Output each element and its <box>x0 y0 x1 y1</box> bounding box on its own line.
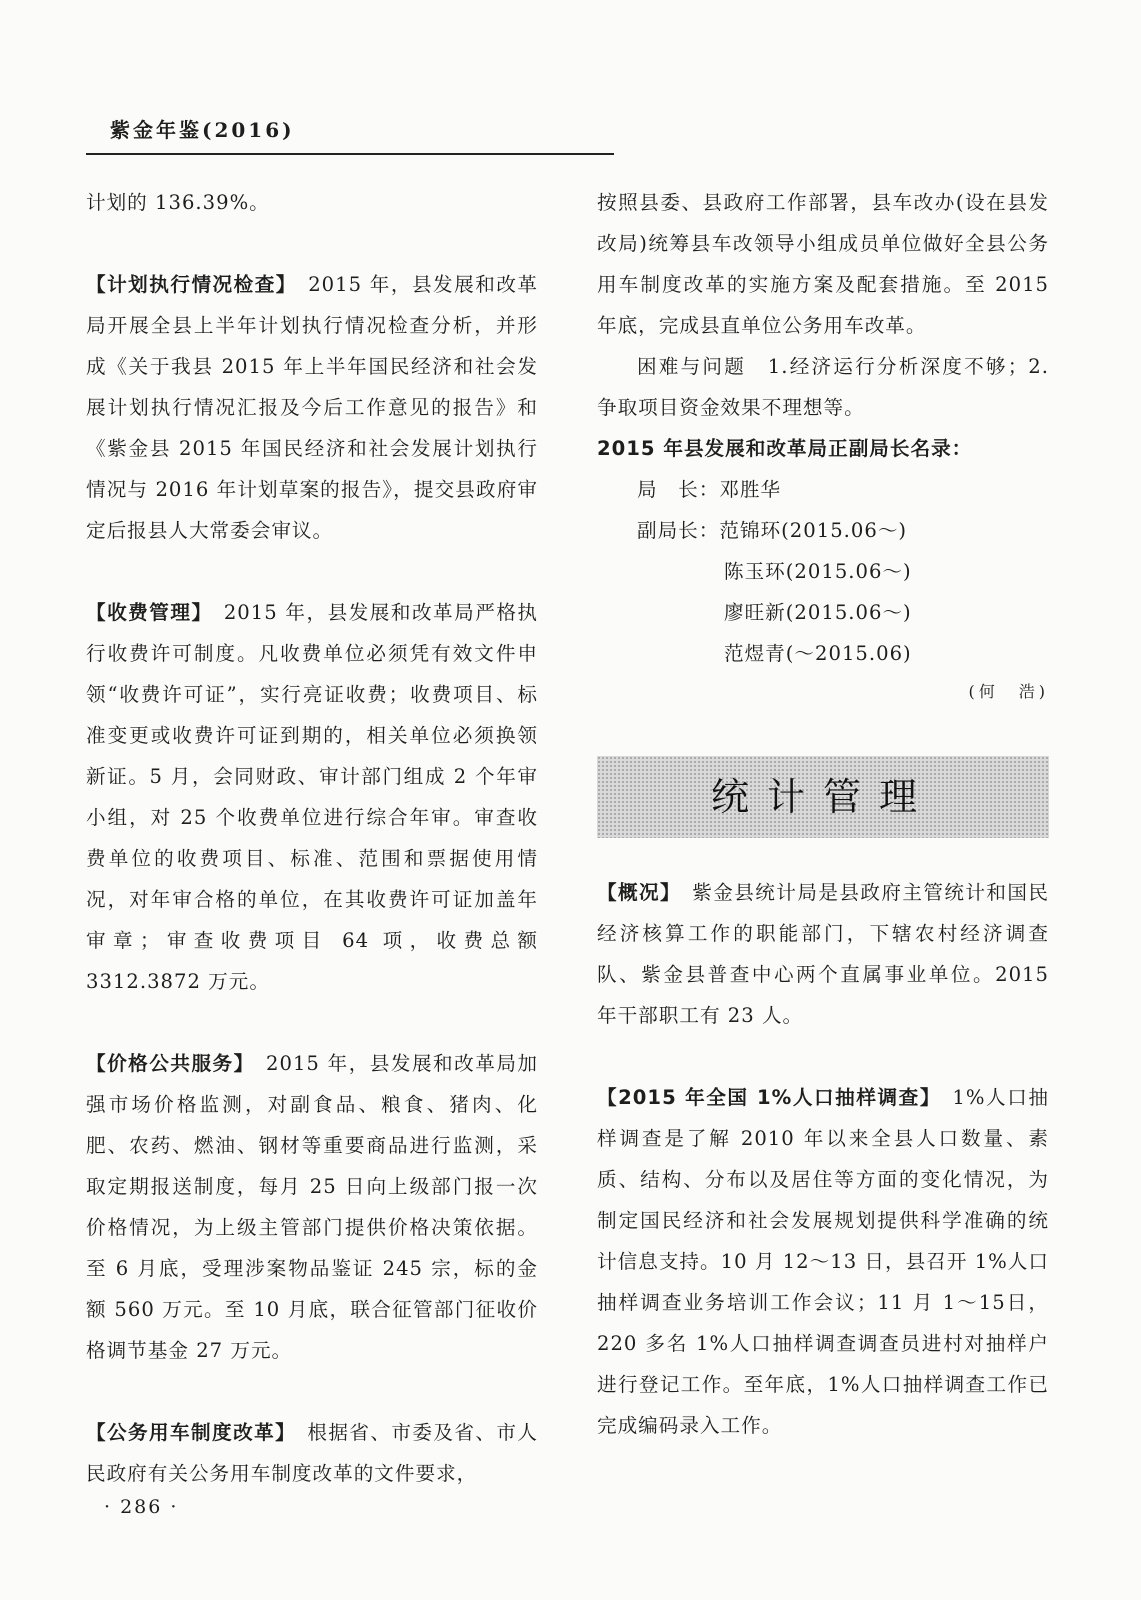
right-column <box>597 182 1049 1446</box>
section-heading: 【价格公共服务】 <box>86 1052 245 1075</box>
section-body: 2015 年，县发展和改革局加强市场价格监测，对副食品、粮食、猪肉、化肥、农药、燃油、钢材等重要商品进行监测，采取定期报送制度，每月 25 日向上级部门报一次价格情况，为上级主管部门提供价格决策依据。至 6 月底，受理涉案物品鉴证 245 宗，标的金额 560 万元。至 10 月底，联合征管部门征收价格调节基金 27 万元。 <box>86 1052 539 1362</box>
section-body: 1%人口抽样调查是了解 2010 年以来全县人口数量、素质、结构、分布以及居住等方面的变化情况，为制定国民经济和社会发展规划提供科学准确的统计信息支持。10 月 12～13 日，县召开 1%人口抽样调查业务培训工作会议；11 月 1～15日，220 多名 1%人口抽样调查调查员进村对抽样户进行登记工作。至年底，1%人口抽样调查工作已完成编码录入工作。 <box>597 1086 1049 1437</box>
section-price-service <box>86 1043 538 1371</box>
section-fee-management <box>86 592 538 1002</box>
section-heading: 【收费管理】 <box>86 601 203 624</box>
author-credit: (何 浩) <box>968 682 1049 701</box>
section-population-survey <box>597 1077 1049 1446</box>
section-overview <box>597 872 1049 1036</box>
section-banner-title: 统计管理 <box>710 774 935 819</box>
section-heading: 【公务用车制度改革】 <box>86 1421 287 1444</box>
running-header: 紫金年鉴(2016) <box>110 118 295 142</box>
directors-list-title: 2015 年县发展和改革局正副局长名录： <box>597 437 973 460</box>
left-column <box>86 182 538 1494</box>
deputy-entry: 副局长：范锦环(2015.06～) <box>637 519 908 542</box>
section-plan-check <box>86 264 538 551</box>
section-vehicle-reform <box>86 1412 538 1494</box>
deputy-entry: 陈玉环(2015.06～) <box>724 560 912 583</box>
section-body: 2015 年，县发展和改革局开展全县上半年计划执行情况检查分析，并形成《关于我县 2015 年上半年国民经济和社会发展计划执行情况汇报及今后工作意见的报告》和《紫金县 2015 年国民经济和社会发展计划执行情况与 2016 年计划草案的报告》，提交县政府审定后报县人大常委会审议。 <box>86 273 539 542</box>
header-rule <box>86 153 614 155</box>
section-banner <box>597 756 1049 838</box>
director-entry: 局 长：邓胜华 <box>637 478 782 501</box>
continued-text: 计划的 136.39%。 <box>86 191 270 214</box>
deputy-entry: 范煜青(～2015.06) <box>724 642 912 665</box>
section-body: 紫金县统计局是县政府主管统计和国民经济核算工作的职能部门，下辖农村经济调查队、紫金县普查中心两个直属事业单位。2015 年干部职工有 23 人。 <box>597 881 1050 1027</box>
deputy-entry: 廖旺新(2015.06～) <box>724 601 912 624</box>
section-body: 2015 年，县发展和改革局严格执行收费许可制度。凡收费单位必须凭有效文件申领“收费许可证”，实行亮证收费；收费项目、标准变更或收费许可证到期的，相关单位必须换领新证。5 月，会同财政、审计部门组成 2 个年审小组，对 25 个收费单位进行综合年审。审查收费单位的收费项目、标准、范围和票据使用情况，对年审合格的单位，在其收费许可证加盖年审章；审查收费项目 64 项，收费总额 3312.3872 万元。 <box>86 601 539 993</box>
continued-text: 按照县委、县政府工作部署，县车改办(设在县发改局)统筹县车改领导小组成员单位做好全县公务用车制度改革的实施方案及配套措施。至 2015 年底，完成县直单位公务用车改革。 <box>597 191 1049 337</box>
section-heading: 【概况】 <box>597 881 672 904</box>
page-number: · 286 · <box>104 1496 179 1518</box>
section-heading: 【计划执行情况检查】 <box>86 273 288 296</box>
section-body: 根据省、市委及省、市人民政府有关公务用车制度改革的文件要求， <box>86 1421 539 1485</box>
issues-paragraph: 困难与问题 1.经济运行分析深度不够；2.争取项目资金效果不理想等。 <box>597 355 1049 419</box>
section-heading: 【2015 年全国 1%人口抽样调查】 <box>597 1086 932 1109</box>
